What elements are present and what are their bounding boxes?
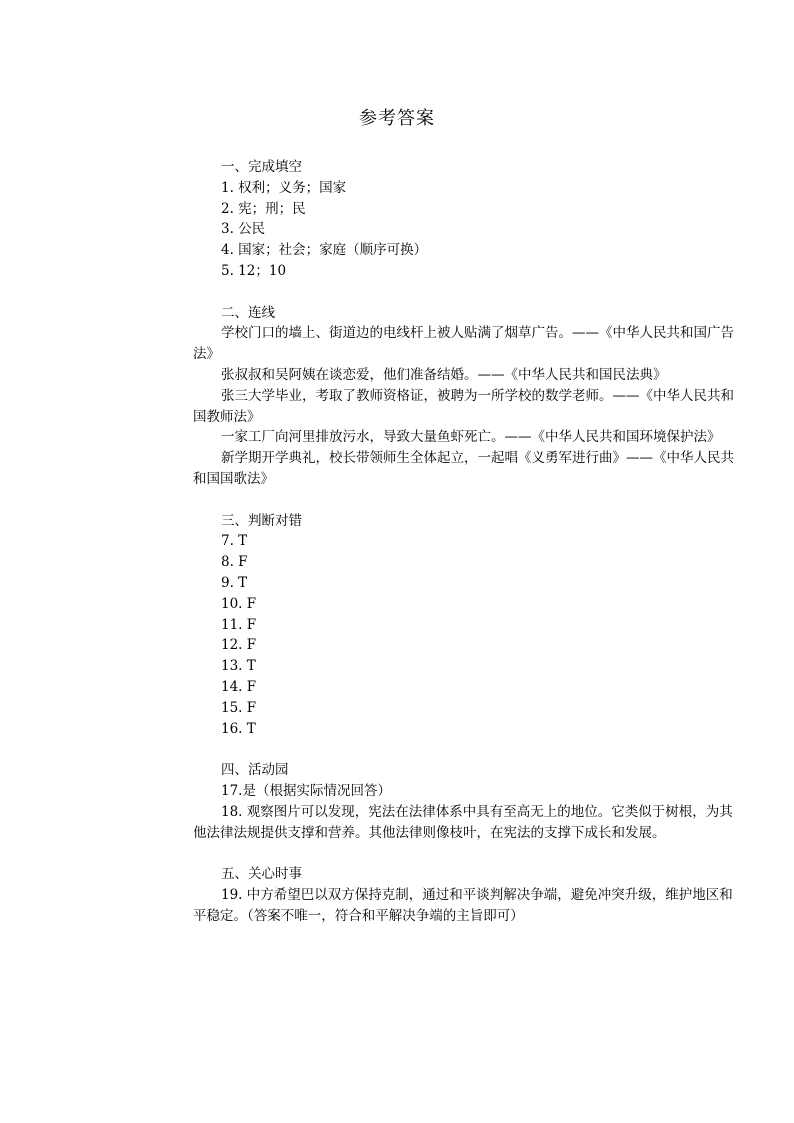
matching-item: 一家工厂向河里排放污水，导致大量鱼虾死亡。——《中华人民共和国环境保护法》 bbox=[221, 429, 721, 446]
section-heading: 一、完成填空 bbox=[221, 159, 302, 175]
answer-item: 14. F bbox=[221, 678, 257, 695]
matching-item: 张叔叔和吴阿姨在谈恋爱，他们准备结婚。——《中华人民共和国民法典》 bbox=[221, 366, 667, 383]
answer-item: 7. T bbox=[221, 533, 248, 550]
answer-item: 10. F bbox=[221, 595, 257, 612]
answer-item: 13. T bbox=[221, 658, 256, 675]
section-matching bbox=[193, 303, 743, 490]
answer-item: 4. 国家；社会；家庭（顺序可换） bbox=[221, 242, 428, 259]
section-activity bbox=[193, 760, 743, 843]
section-heading: 三、判断对错 bbox=[221, 512, 302, 529]
answer-item: 11. F bbox=[221, 616, 257, 633]
page-title: 参考答案 bbox=[359, 108, 435, 129]
section-current-affairs bbox=[193, 864, 743, 926]
answer-item: 17.是（根据实际情况回答） bbox=[221, 782, 391, 799]
answer-item: 1. 权利；义务；国家 bbox=[221, 179, 347, 196]
matching-item: 学校门口的墙上、街道边的电线杆上被人贴满了烟草广告。——《中华人民共和国广告法》 bbox=[193, 325, 734, 363]
answer-item: 12. F bbox=[221, 637, 257, 654]
answer-item: 5. 12；10 bbox=[221, 262, 287, 279]
answer-item: 18. 观察图片可以发现，宪法在法律体系中具有至高无上的地位。它类似于树根，为其他法律法规提供支撑和营养。其他法律则像枝叶，在宪法的支撑下成长和发展。 bbox=[193, 803, 733, 841]
section-true-false bbox=[193, 511, 743, 740]
section-heading: 五、关心时事 bbox=[221, 866, 302, 883]
matching-item: 新学期开学典礼，校长带领师生全体起立，一起唱《义勇军进行曲》——《中华人民共和国国歌法》 bbox=[193, 450, 734, 487]
section-heading: 二、连线 bbox=[221, 304, 275, 321]
answer-item: 8. F bbox=[221, 554, 248, 571]
answer-content bbox=[193, 157, 743, 947]
answer-item: 15. F bbox=[221, 699, 257, 716]
matching-item: 张三大学毕业，考取了教师资格证，被聘为一所学校的数学老师。——《中华人民共和国教师法》 bbox=[193, 387, 734, 425]
answer-item: 3. 公民 bbox=[221, 221, 266, 238]
answer-item: 19. 中方希望巴以双方保持克制，通过和平谈判解决争端，避免冲突升级，维护地区和平稳定。（答案不唯一，符合和平解决争端的主旨即可） bbox=[193, 886, 733, 924]
answer-item: 9. T bbox=[221, 574, 248, 591]
answer-item: 2. 宪；刑；民 bbox=[221, 200, 306, 217]
section-fill-blank bbox=[193, 157, 743, 282]
section-heading: 四、活动园 bbox=[221, 762, 289, 779]
answer-item: 16. T bbox=[221, 720, 256, 737]
